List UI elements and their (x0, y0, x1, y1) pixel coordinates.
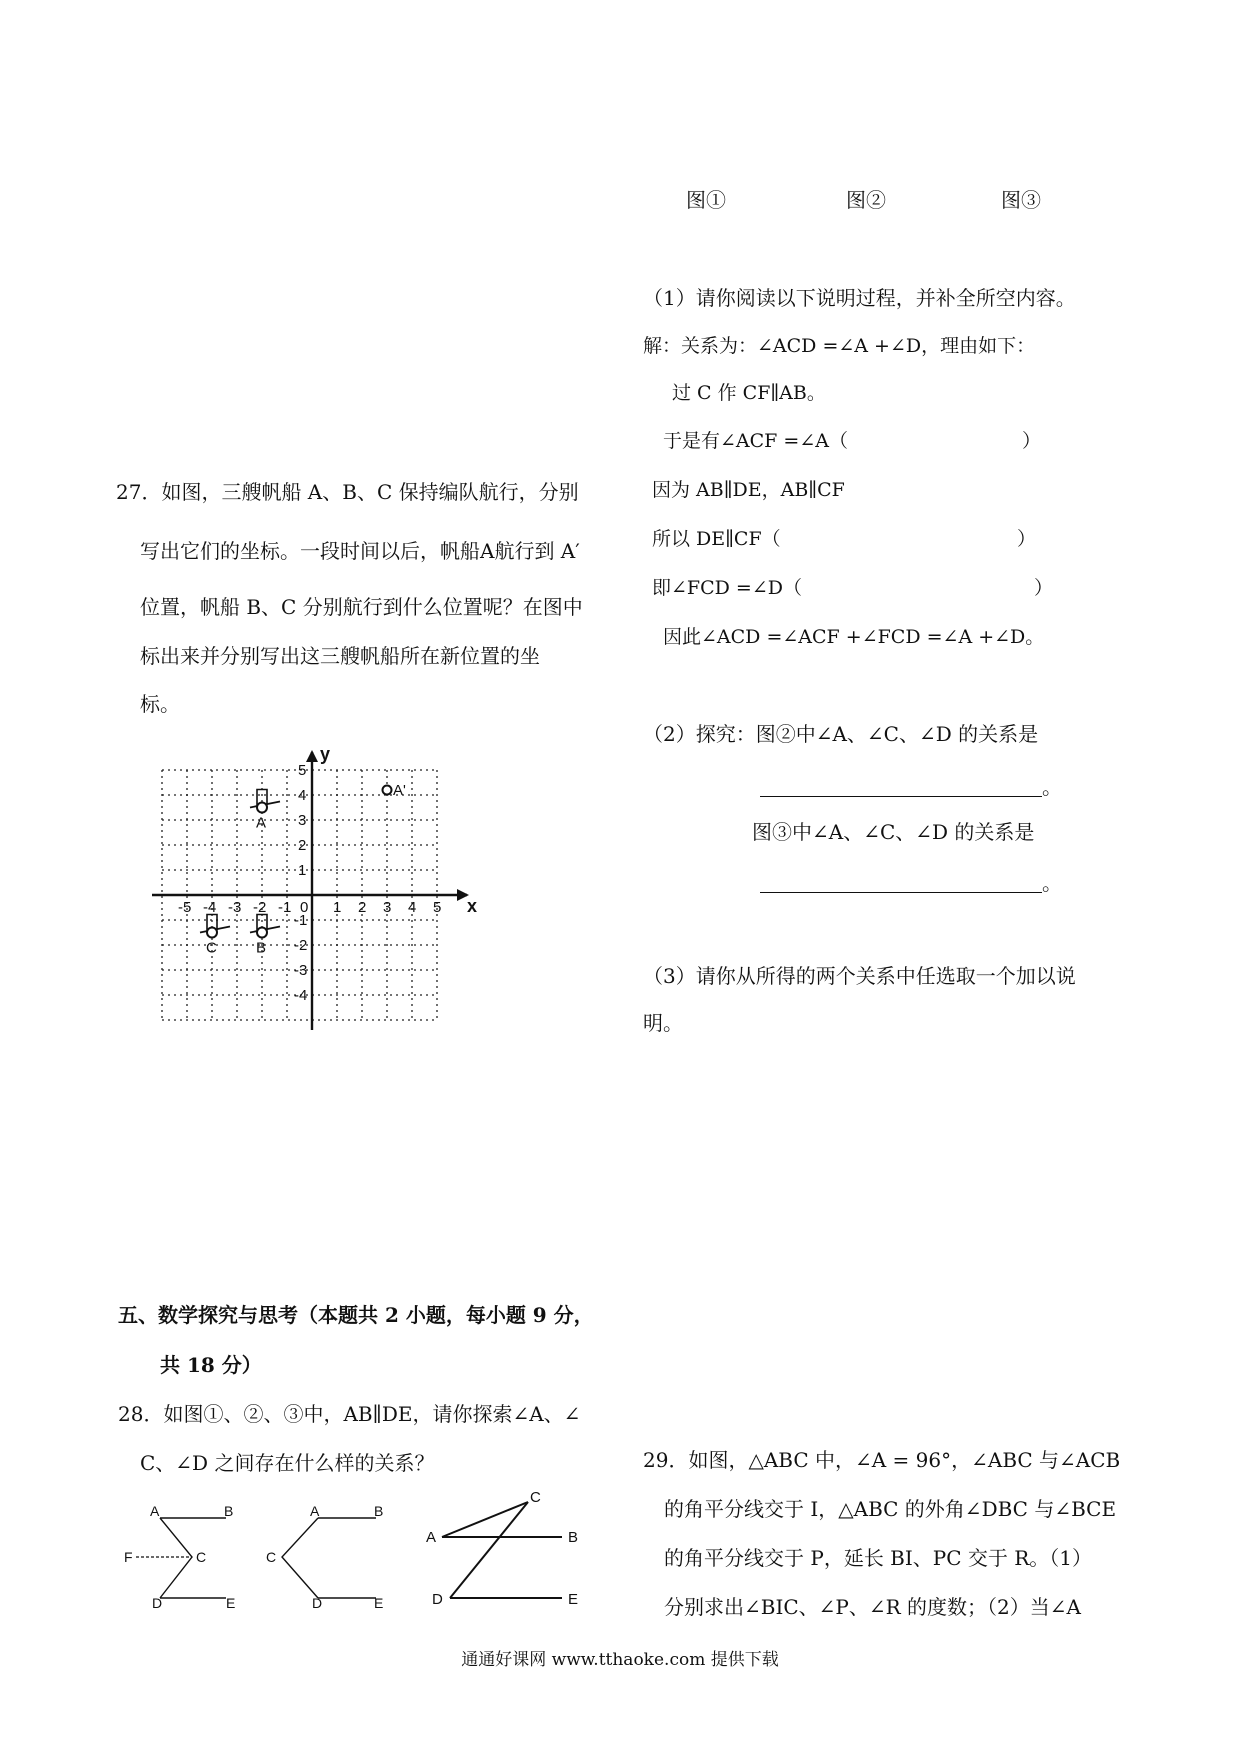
answer-blank-fig3 (760, 892, 1042, 893)
y-axis-arrow (306, 750, 318, 762)
footer-text: 通通好课网 www.tthaoke.com 提供下载 (461, 1650, 779, 1670)
figure-label-1: 图① (686, 188, 726, 212)
q27-line3: 位置，帆船 B、C 分别航行到什么位置呢？在图中 (140, 595, 583, 619)
fig1-label-E: E (226, 1595, 236, 1611)
section5-heading-line1: 五、数学探究与思考（本题共 2 小题，每小题 9 分， (118, 1303, 594, 1327)
figure-2-diagram (262, 1500, 392, 1610)
figure-label-3: 图③ (1001, 188, 1041, 212)
answer-blank-fig2 (760, 796, 1042, 797)
fig2-label-B: B (374, 1503, 384, 1519)
y-tick-label: -4 (294, 987, 308, 1004)
y-tick-label: 1 (298, 862, 307, 879)
q28-part3-line1: （3）请你从所得的两个关系中任选取一个加以说 (643, 964, 1076, 988)
q28-part2-prompt: （2）探究：图②中∠A、∠C、∠D 的关系是 (643, 722, 1039, 746)
fig2-label-E: E (374, 1595, 384, 1611)
x-tick-label: -3 (228, 899, 242, 916)
y-axis-label: y (320, 744, 331, 764)
q29-line3: 的角平分线交于 P，延长 BI、PC 交于 R。（1） (664, 1546, 1093, 1570)
y-tick-label: 4 (298, 787, 307, 804)
q29-line2: 的角平分线交于 I，△ABC 的外角∠DBC 与∠BCE (664, 1497, 1117, 1521)
q27-line5: 标。 (140, 692, 180, 716)
fig1-label-A: A (150, 1503, 160, 1519)
figure-label-2: 图② (846, 188, 886, 212)
fig2-label-C: C (266, 1549, 277, 1565)
q28-solution-line1: 解：关系为：∠ACD =∠A +∠D，理由如下： (643, 335, 1036, 357)
x-tick-label: -1 (278, 899, 292, 916)
q28-line3: 于是有∠ACF =∠A（ (663, 430, 848, 452)
fig3-label-C: C (530, 1489, 541, 1506)
fig1-label-B: B (224, 1503, 234, 1519)
q28-solution-line2: 过 C 作 CF∥AB。 (672, 382, 826, 404)
x-tick-label: 3 (383, 899, 392, 916)
y-tick-label: -2 (294, 937, 308, 954)
q28-part2-line2: 图③中∠A、∠C、∠D 的关系是 (752, 820, 1035, 844)
y-tick-label: -3 (294, 962, 308, 979)
x-axis-label: x (467, 896, 478, 916)
fig1-label-C: C (196, 1549, 207, 1565)
point-Aprime (383, 786, 392, 795)
coordinate-grid (150, 740, 490, 1040)
q27-line4: 标出来并分别写出这三艘帆船所在新位置的坐 (140, 644, 540, 668)
point-label-A: A (256, 814, 267, 832)
q29-line1: 29．如图，△ABC 中，∠A = 96°，∠ABC 与∠ACB (643, 1448, 1121, 1472)
section5-heading-line2: 共 18 分） (160, 1353, 262, 1377)
q28-part3-line2: 明。 (643, 1011, 683, 1035)
q28-line4: 因为 AB∥DE，AB∥CF (652, 479, 845, 501)
x-tick-label: 1 (333, 899, 342, 916)
q28-line6-close: ） (1034, 577, 1054, 599)
figure-3-diagram (420, 1490, 590, 1615)
y-tick-label: 2 (298, 837, 307, 854)
fig3-label-B: B (568, 1529, 579, 1546)
point-label-C: C (206, 939, 217, 957)
point-A (257, 803, 267, 813)
period-2: 。 (1042, 871, 1062, 895)
point-label-Aprime: A' (393, 782, 406, 799)
q28-line1: 28．如图①、②、③中，AB∥DE，请你探索∠A、∠ (118, 1402, 581, 1426)
y-tick-label: -1 (294, 912, 308, 929)
fig3-label-E: E (568, 1591, 579, 1608)
point-C (207, 928, 217, 938)
y-tick-label: 5 (298, 762, 307, 779)
x-tick-label: 5 (433, 899, 442, 916)
x-tick-label: -5 (178, 899, 192, 916)
q28-line5-close: ） (1017, 528, 1037, 550)
period-1: 。 (1042, 775, 1062, 799)
x-tick-label: -4 (203, 899, 217, 916)
fig3-label-A: A (426, 1529, 437, 1546)
q29-line4: 分别求出∠BIC、∠P、∠R 的度数；（2）当∠A (664, 1595, 1081, 1619)
point-B (257, 928, 267, 938)
q27-line2: 写出它们的坐标。一段时间以后，帆船A航行到 A′ (140, 539, 580, 563)
point-label-B: B (256, 939, 267, 957)
q28-part1-prompt: （1）请你阅读以下说明过程，并补全所空内容。 (643, 286, 1076, 310)
fig3-label-D: D (432, 1591, 443, 1608)
origin-label: 0 (300, 899, 309, 916)
x-tick-label: 2 (358, 899, 367, 916)
fig2-label-A: A (310, 1503, 320, 1519)
q28-line5: 所以 DE∥CF（ (652, 528, 781, 550)
q28-line7: 因此∠ACD =∠ACF +∠FCD =∠A +∠D。 (663, 626, 1045, 648)
x-tick-label: 4 (408, 899, 417, 916)
fig1-label-F: F (124, 1549, 133, 1565)
q28-line3-close: ） (1022, 430, 1042, 452)
fig2-label-D: D (312, 1595, 323, 1611)
q27-line1: 27．如图，三艘帆船 A、B、C 保持编队航行，分别 (116, 480, 579, 504)
fig1-label-D: D (152, 1595, 163, 1611)
figure-1-diagram (120, 1500, 250, 1610)
q28-line2: C、∠D 之间存在什么样的关系？ (140, 1451, 435, 1475)
y-tick-label: 3 (298, 812, 307, 829)
x-tick-label: -2 (253, 899, 267, 916)
q28-line6: 即∠FCD =∠D（ (652, 577, 802, 599)
